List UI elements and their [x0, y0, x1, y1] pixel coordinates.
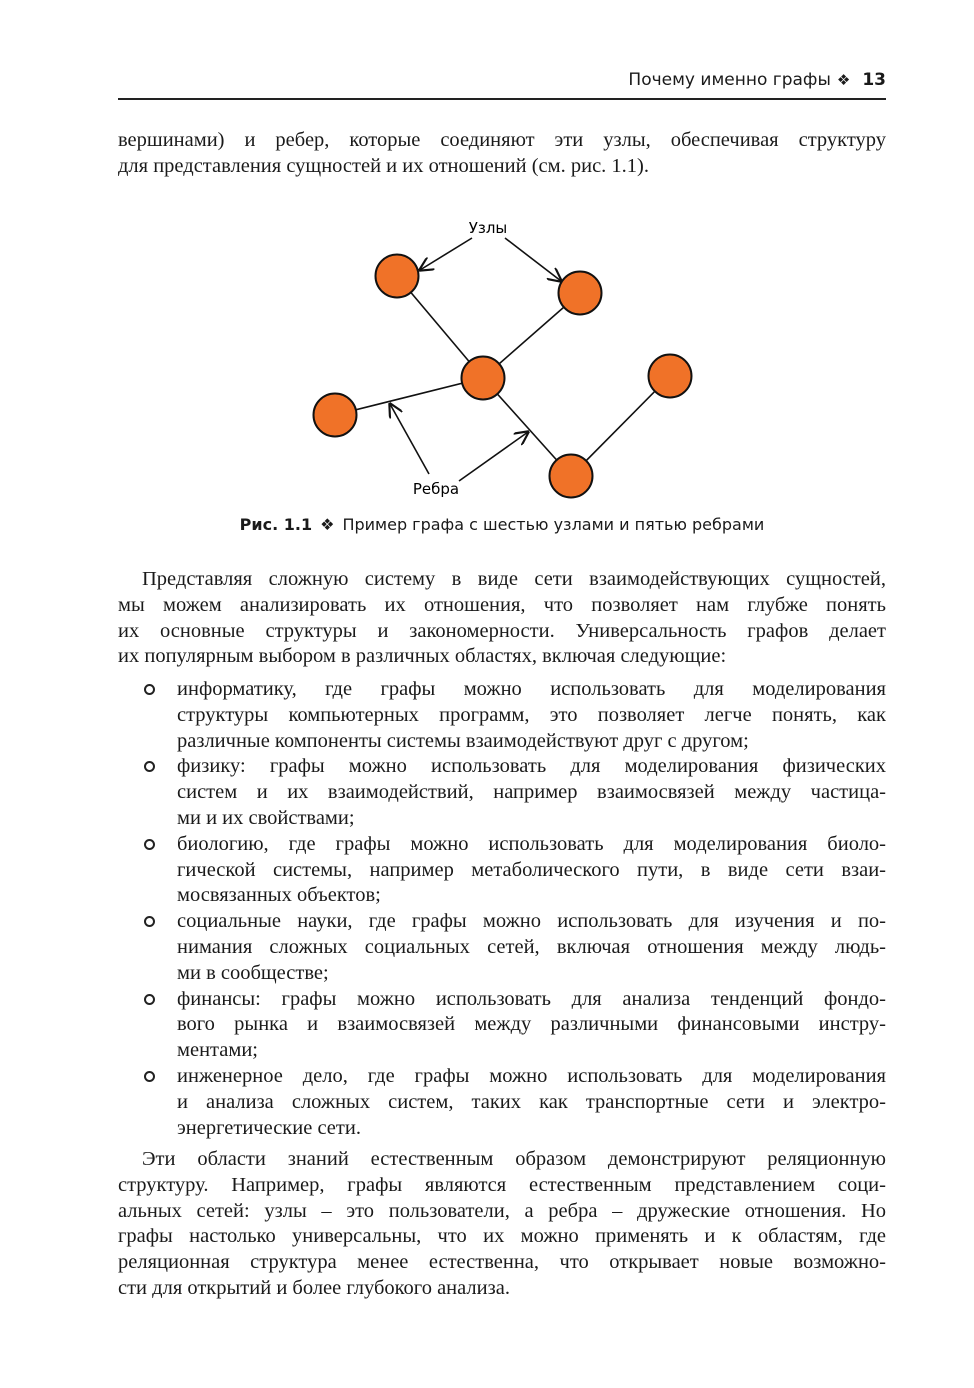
page-number: 13: [862, 70, 886, 90]
graph-node: [550, 455, 593, 498]
body-paragraph: [118, 1147, 886, 1302]
arrow: [420, 238, 472, 270]
list-item: [118, 832, 886, 909]
edges-label: Ребра: [412, 480, 460, 498]
text-line: структуры компьютерных программ, это позволяет легче понять, как: [177, 703, 886, 726]
arrow: [459, 432, 528, 481]
graph-node: [649, 355, 692, 398]
list-item: [118, 1064, 886, 1141]
list-item: [118, 987, 886, 1064]
graph-node: [462, 357, 505, 400]
graph-node: [559, 272, 602, 315]
bullet-icon: [144, 994, 155, 1005]
nodes-label: Узлы: [468, 219, 508, 237]
text-line: физику: графы можно использовать для моделирования физических: [177, 755, 886, 778]
text-line: социальные науки, где графы можно использовать для изучения и по-: [177, 910, 886, 933]
text-line: Представляя сложную систему в виде сети взаимодействующих сущностей,: [142, 568, 886, 590]
text-line: мы можем анализировать их отношения, что позволяет нам глубже понять: [118, 593, 886, 616]
text-line: сти для открытий и более глубокого анализа.: [118, 1276, 510, 1299]
graph-node: [376, 255, 419, 298]
text-line: различные компоненты системы взаимодействуют друг с другом;: [177, 729, 749, 752]
caption-text: Пример графа с шестью узлами и пятью ребрами: [342, 515, 765, 534]
arrow: [390, 404, 429, 474]
graph-node: [314, 394, 357, 437]
text-line: графы настолько универсальны, что их можно применять и к областям, где: [118, 1225, 886, 1248]
header-title: Почему именно графы: [628, 70, 831, 90]
text-line: нимания сложных социальных сетей, включая отношения между людь-: [177, 935, 886, 958]
bullet-icon: [144, 684, 155, 695]
list-item: [118, 754, 886, 831]
text-line: энергетические сети.: [177, 1116, 361, 1139]
text-line: систем и их взаимодействий, например взаимосвязей между частица-: [177, 781, 886, 804]
text-line: для представления сущностей и их отношений (см. рис. 1.1).: [118, 154, 649, 177]
list-item: [118, 677, 886, 754]
body-paragraph: [118, 567, 886, 670]
bullet-icon: [144, 839, 155, 850]
text-line: биологию, где графы можно использовать для моделирования биоло-: [177, 832, 886, 855]
arrow: [505, 238, 561, 281]
bullet-icon: [144, 916, 155, 927]
edge: [335, 378, 483, 415]
text-line: ментами;: [177, 1039, 258, 1062]
text-line: их популярным выбором в различных областях, включая следующие:: [118, 645, 727, 668]
text-line: вого рынка и взаимосвязей между различными финансовыми инстру-: [177, 1013, 886, 1036]
bullet-list: [118, 677, 886, 1141]
text-line: альных сетей: узлы – это пользователи, а ребра – дружеские отношения. Но: [118, 1199, 886, 1222]
text-line: мосвязанных объектов;: [177, 884, 381, 907]
figure-caption: [118, 515, 886, 534]
list-item: [118, 909, 886, 986]
text-line: Эти области знаний естественным образом демонстрируют реляционную: [142, 1148, 886, 1170]
text-line: и анализа сложных систем, таких как транспортные сети и электро-: [177, 1090, 886, 1113]
text-line: финансы: графы можно использовать для анализа тенденций фондо-: [177, 987, 886, 1010]
text-line: реляционная структура менее естественна, что открывает новые возможно-: [118, 1251, 886, 1274]
caption-number: Рис. 1.1: [239, 515, 313, 534]
text-line: информатику, где графы можно использовать для моделирования: [177, 678, 886, 700]
text-line: ми в сообществе;: [177, 961, 329, 984]
text-line: их основные структуры и закономерности. Универсальность графов делает: [118, 619, 886, 642]
bullet-icon: [144, 761, 155, 772]
text-line: ми и их свойствами;: [177, 806, 355, 829]
ornament-icon: ❖: [836, 71, 851, 89]
bullet-icon: [144, 1071, 155, 1082]
text-line: вершинами) и ребер, которые соединяют эти узлы, обеспечивая структуру: [118, 129, 886, 151]
text-line: структуру. Например, графы являются естественным представлением соци-: [118, 1173, 886, 1196]
text-line: гической системы, например метаболического пути, в виде сети взаи-: [177, 858, 886, 881]
graph-figure: [0, 0, 974, 540]
text-line: инженерное дело, где графы можно использовать для моделирования: [177, 1064, 886, 1087]
ornament-icon: ❖: [320, 515, 335, 534]
